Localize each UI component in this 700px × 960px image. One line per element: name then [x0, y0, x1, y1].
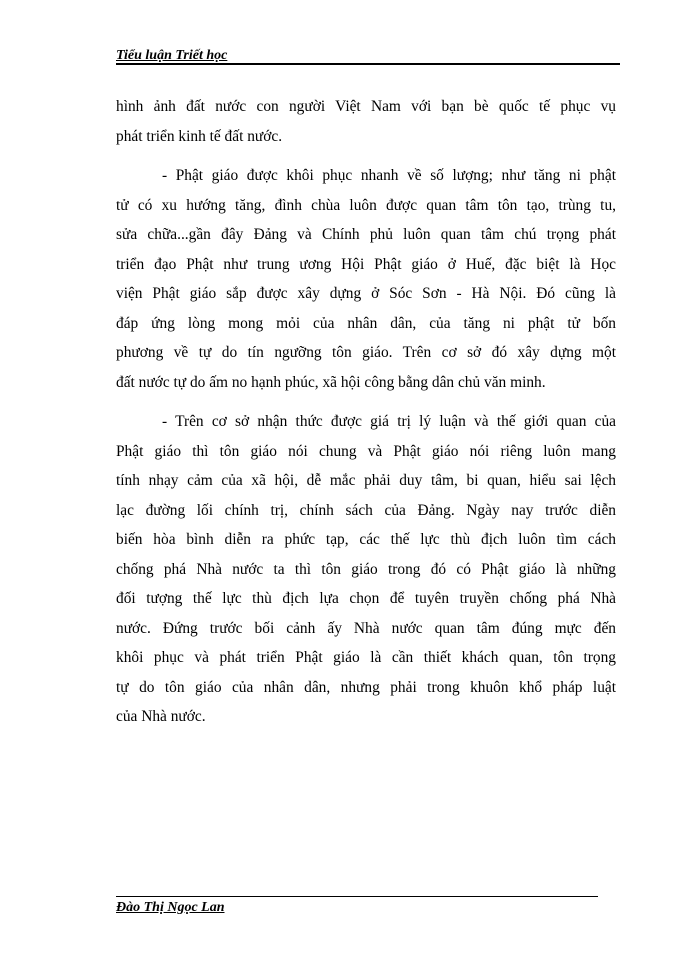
document-body [116, 92, 616, 742]
footer-author: Đào Thị Ngọc Lan [116, 900, 225, 915]
text-line: chống phá Nhà nước ta thì tôn giáo trong đó có Phật giáo là những [116, 560, 616, 578]
text-line: viện Phật giáo sắp được xây dựng ở Sóc Sơn - Hà Nội. Đó cũng là [116, 285, 616, 302]
text-line: tính nhạy cảm của xã hội, dễ mắc phải duy tâm, bi quan, hiểu sai lệch [116, 472, 616, 489]
text-line: phương về tự do tín ngưỡng tôn giáo. Trên cơ sở đó xây dựng một [116, 344, 616, 361]
text-line: đất nước tự do ấm no hạnh phúc, xã hội công bằng dân chủ văn minh. [116, 373, 546, 391]
text-line: biến hòa bình diễn ra phức tạp, các thế lực thù địch luôn tìm cách [116, 531, 616, 548]
paragraph-3 [116, 407, 616, 732]
text-line: Phật giáo thì tôn giáo nói chung và Phật giáo nói riêng luôn mang [116, 442, 616, 460]
text-line: sửa chữa...gần đây Đảng và Chính phủ luôn quan tâm chú trọng phát [116, 226, 616, 243]
text-line: nước. Đứng trước bối cảnh ấy Nhà nước quan tâm đúng mực đến [116, 619, 616, 637]
page-header [116, 48, 620, 64]
text-line: khôi phục và phát triển Phật giáo là cần thiết khách quan, tôn trọng [116, 649, 616, 666]
header-rule [116, 63, 620, 65]
paragraph-1 [116, 92, 616, 151]
text-line: hình ảnh đất nước con người Việt Nam với bạn bè quốc tế phục vụ [116, 98, 616, 115]
text-line: tử có xu hướng tăng, đình chùa luôn được quan tâm tôn tạo, trùng tu, [116, 196, 616, 214]
text-line: triển đạo Phật như trung ương Hội Phật giáo ở Huế, đặc biệt là Học [116, 255, 616, 273]
header-title: Tiểu luận Triết học [116, 48, 228, 63]
text-line: - Phật giáo được khôi phục nhanh về số lượng; như tăng ni phật [162, 167, 616, 184]
paragraph-2 [116, 161, 616, 397]
text-line: phát triển kinh tế đất nước. [116, 127, 283, 145]
text-line: tự do tôn giáo của nhân dân, nhưng phải trong khuôn khổ pháp luật [116, 678, 616, 696]
text-line: - Trên cơ sở nhận thức được giá trị lý luận và thế giới quan của [162, 413, 616, 430]
text-line: lạc đường lối chính trị, chính sách của Đảng. Ngày nay trước diễn [116, 501, 616, 519]
text-line: của Nhà nước. [116, 708, 206, 725]
text-line: đối tượng thế lực thù địch lựa chọn để tuyên truyền chống phá Nhà [116, 590, 616, 607]
text-line: đáp ứng lòng mong mỏi của nhân dân, của tăng ni phật tử bốn [116, 314, 616, 332]
footer-rule [116, 896, 598, 897]
